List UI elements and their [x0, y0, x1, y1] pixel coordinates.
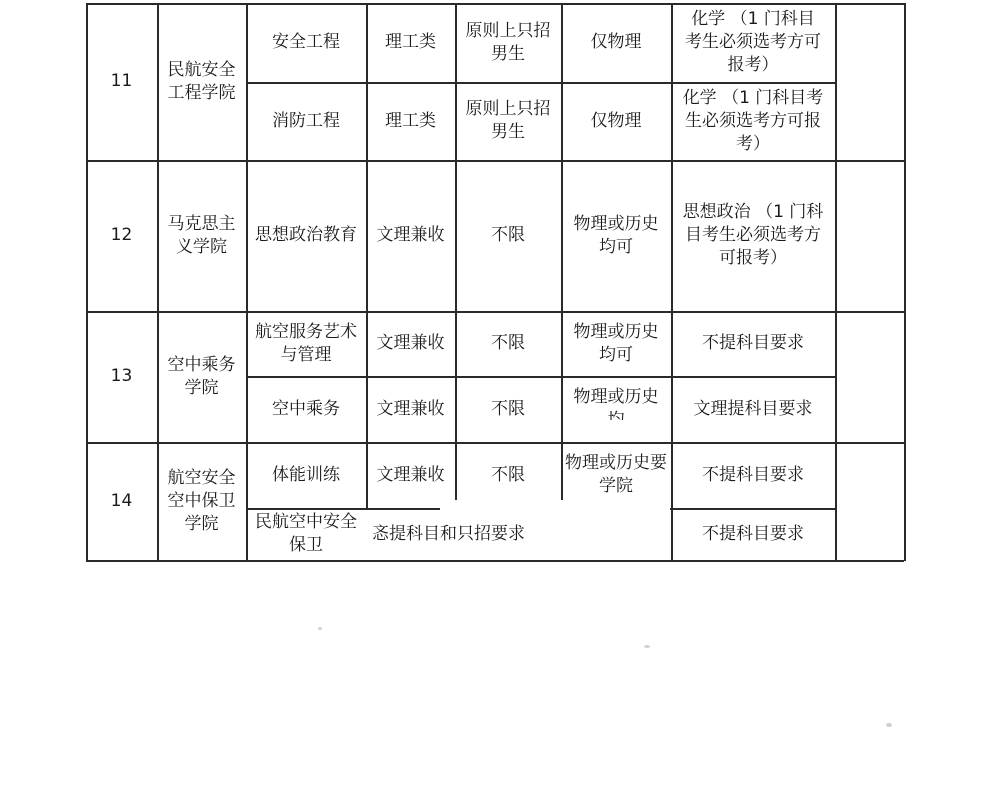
- table-bottom-border: [86, 560, 904, 562]
- gender-requirement: 不限: [491, 464, 525, 485]
- college-name: 航空安全 空中保卫 学院: [167, 467, 236, 534]
- major-name: 安全工程: [272, 32, 340, 52]
- subject-requirement: 物理或历史: [573, 387, 659, 407]
- elective-requirement: 不提科目要求: [702, 464, 804, 485]
- major-category: 理工类: [385, 32, 436, 52]
- scan-speck: [318, 627, 322, 630]
- row-number: 12: [110, 225, 133, 245]
- gender-requirement: 原则上只招 男生: [465, 99, 551, 142]
- major-name: 民航空中安全 保卫: [255, 512, 357, 555]
- college-name: 空中乘务 学院: [167, 354, 236, 398]
- major-name: 航空服务艺术 与管理: [255, 321, 357, 365]
- major-name: 体能训练: [272, 464, 340, 485]
- major-name: 思想政治教育: [255, 225, 357, 245]
- college-name: 马克思主 义学院: [167, 213, 236, 257]
- college-name: 民航安全 工程学院: [167, 59, 236, 103]
- scan-damage: [600, 420, 670, 440]
- scan-speck: [886, 723, 892, 727]
- scan-speck: [644, 645, 650, 648]
- elective-requirement: 化学 （1 门科目 考生必须选考方可 报考）: [685, 9, 821, 75]
- elective-requirement: 文理提科目要求: [693, 398, 813, 419]
- gender-requirement: 不限: [491, 398, 525, 419]
- elective-requirement: 不提科目要求: [702, 333, 804, 353]
- subject-requirement: 物理或历史 均可: [573, 213, 659, 257]
- subject-requirement: 物理或历史要 学院: [565, 453, 667, 496]
- major-category: 文理兼收: [376, 398, 445, 419]
- row-number: 11: [110, 71, 133, 91]
- major-category: 文理兼收: [376, 464, 445, 485]
- gender-requirement: 原则上只招 男生: [465, 20, 551, 64]
- elective-requirement: 思想政治 （1 门科 目考生必须选考方 可报考）: [682, 202, 824, 268]
- subject-requirement: 仅物理: [590, 110, 642, 131]
- merged-requirement: 忞提科目和只招要求: [372, 523, 525, 544]
- major-name: 消防工程: [272, 110, 340, 131]
- row-number: 14: [110, 490, 133, 511]
- major-name: 空中乘务: [272, 398, 340, 419]
- subject-requirement: 仅物理: [590, 32, 642, 52]
- scan-damage: [440, 500, 670, 512]
- elective-requirement: 化学 （1 门科目考 生必须选考方可报 考）: [682, 87, 824, 154]
- major-category: 文理兼收: [376, 333, 445, 353]
- column-divider: [835, 3, 837, 561]
- elective-requirement: 不提科目要求: [702, 523, 804, 544]
- gender-requirement: 不限: [491, 225, 525, 245]
- major-category: 理工类: [385, 110, 436, 131]
- table-right-border: [904, 3, 906, 561]
- gender-requirement: 不限: [491, 333, 525, 353]
- major-category: 文理兼收: [376, 225, 445, 245]
- subject-requirement: 物理或历史 均可: [573, 321, 659, 365]
- row-number: 13: [110, 366, 133, 386]
